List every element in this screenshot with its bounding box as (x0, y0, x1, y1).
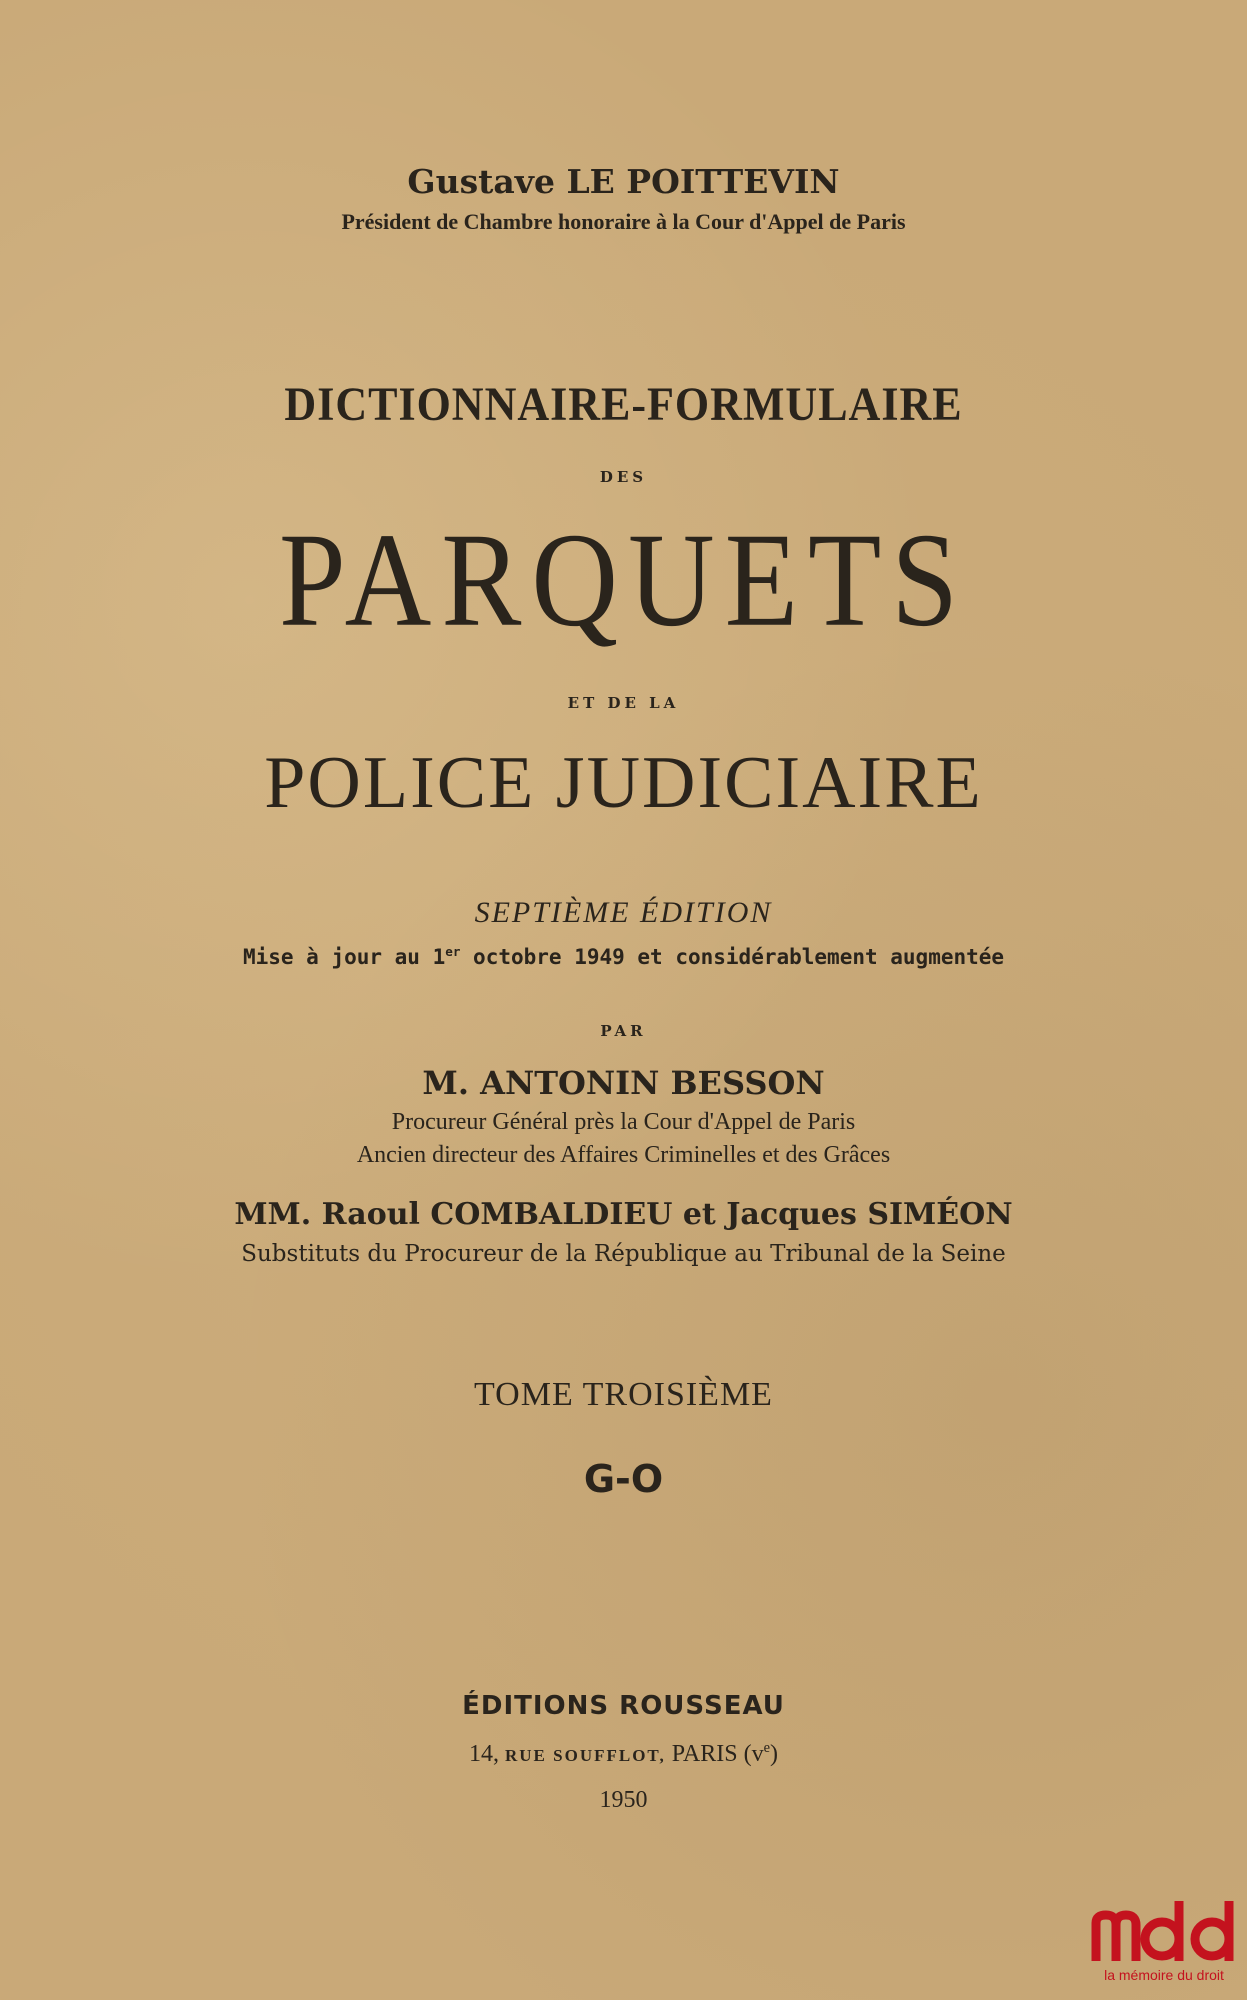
title-connector-des: DES (599, 468, 648, 486)
mdd-logo-icon (1088, 1893, 1243, 1963)
address-number: 14, (469, 1741, 499, 1767)
address-district-end: ) (769, 1741, 778, 1767)
edition-update-suffix: octobre 1949 et considérablement augmentée (460, 945, 1005, 969)
mdd-logo (1084, 1893, 1244, 1993)
edition-update (0, 944, 1247, 969)
author-name: Gustave LE POITTEVIN (407, 162, 840, 201)
editor-main-title-2: Ancien directeur des Affaires Criminelles et des Grâces (356, 1142, 891, 1168)
address-district-sup: e (763, 1740, 770, 1756)
address-street: RUE SOUFFLOT, (505, 1746, 666, 1765)
editor-main-title-1: Procureur Général près la Cour d'Appel de Paris (391, 1109, 856, 1135)
title-line-dictionnaire: DICTIONNAIRE-FORMULAIRE (284, 378, 963, 431)
title-line-parquets: PARQUETS (278, 504, 969, 654)
editor-main-name: M. ANTONIN BESSON (422, 1064, 825, 1102)
by-label: PAR (600, 1022, 647, 1040)
edition-label: SEPTIÈME ÉDITION (474, 896, 773, 929)
volume-label: TOME TROISIÈME (474, 1376, 773, 1413)
editors-secondary-title: Substituts du Procureur de la République au Tribunal de la Seine (241, 1241, 1006, 1267)
volume-range: G-O (583, 1457, 664, 1501)
author-title: Président de Chambre honoraire à la Cour d'Appel de Paris (341, 209, 906, 234)
publisher-name: ÉDITIONS ROUSSEAU (462, 1691, 785, 1721)
publication-year: 1950 (599, 1787, 648, 1813)
title-connector-et-de-la: ET DE LA (567, 694, 680, 712)
address-city: PARIS (671, 1741, 738, 1767)
publisher-address (0, 1742, 1247, 1766)
mdd-logo-tagline: la mémoire du droit (1104, 1967, 1224, 1983)
address-district: (v (743, 1741, 764, 1767)
editors-secondary-names: MM. Raoul COMBALDIEU et Jacques SIMÉON (234, 1197, 1013, 1232)
edition-update-sup: er (445, 944, 461, 959)
title-line-police-judiciaire: POLICE JUDICIAIRE (264, 742, 983, 824)
edition-update-prefix: Mise à jour au 1 (242, 945, 446, 969)
